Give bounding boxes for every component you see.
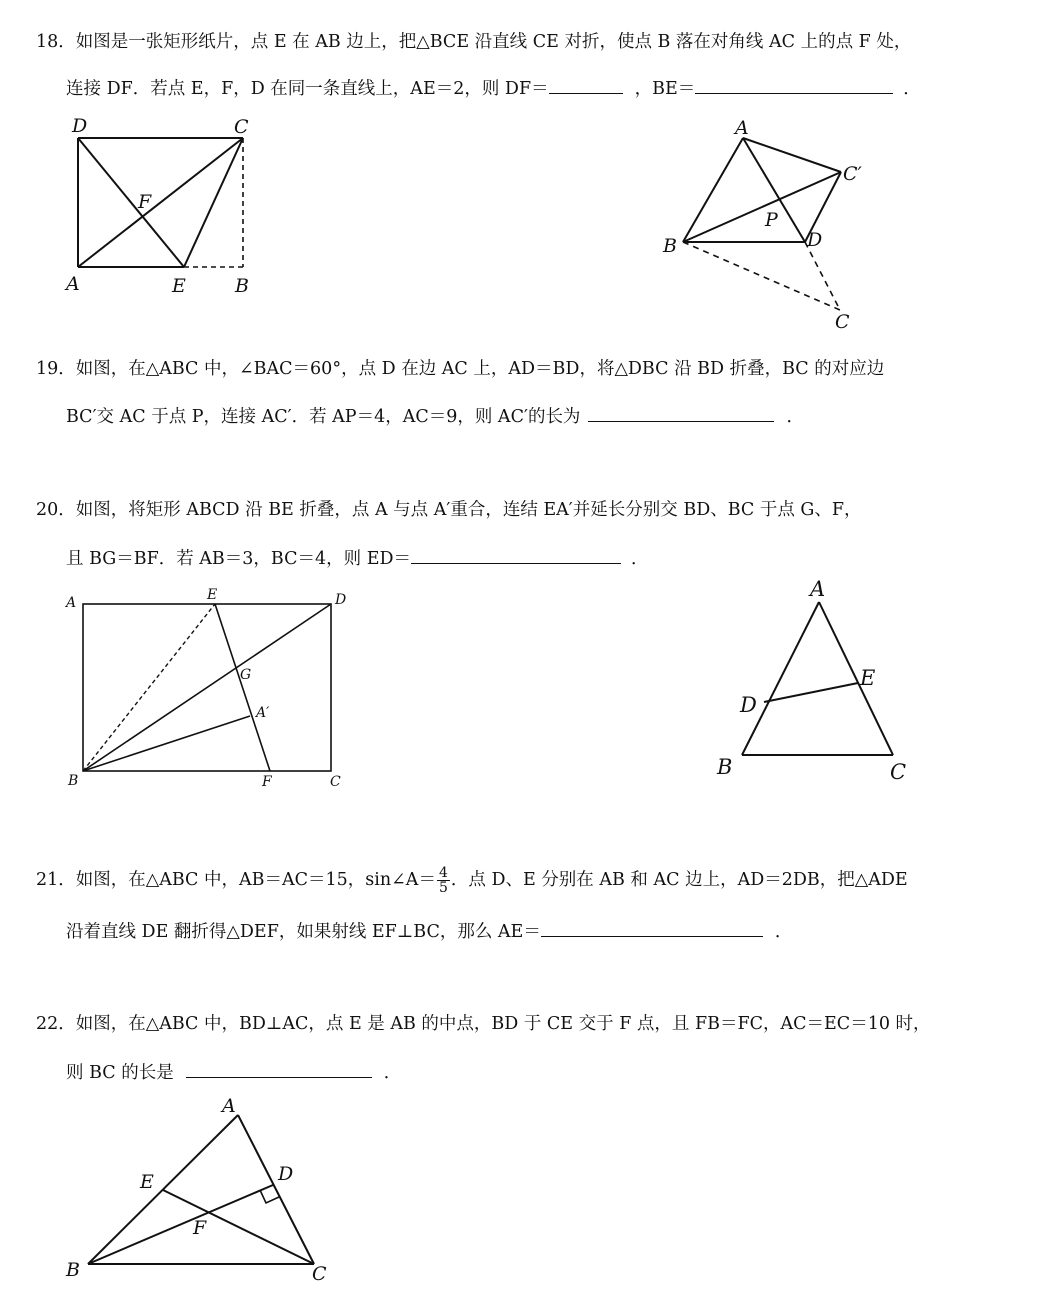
q20-line1: 20．如图，将矩形 ABCD 沿 BE 折叠，点 A 与点 A′重合，连结 EA′并延长分别交 BD、BC 于点 G、F，	[36, 500, 862, 520]
q20-line2	[66, 546, 649, 571]
q19-line1: 19．如图，在△ABC 中，∠BAC＝60°，点 D 在边 AC 上，AD＝BD，将△DBC 沿 BD 折叠，BC 的对应边	[36, 359, 885, 379]
q22-label-d: D	[278, 1163, 294, 1185]
q21-label-a: A	[810, 577, 826, 601]
q19-label-d: D	[807, 229, 823, 251]
q19-label-c: C	[835, 311, 850, 333]
q18-label-d: D	[72, 115, 88, 137]
q21-figure	[710, 575, 920, 790]
q22-label-b: B	[66, 1259, 80, 1281]
q21-segment-ac	[819, 602, 893, 755]
q20-segment-ba1	[83, 716, 250, 771]
q20-segment-ef	[215, 604, 270, 771]
q20-label-b: B	[68, 773, 79, 789]
q20-label-g: G	[240, 667, 252, 683]
q22-segment-ab	[88, 1115, 238, 1264]
q21-line1-text-b: ．点 D、E 分别在 AB 和 AC 边上，AD＝2DB，把△ADE	[450, 870, 908, 890]
q18-segment-ec	[184, 138, 243, 267]
q22-label-f: F	[193, 1217, 207, 1239]
q19-dashed-bc	[683, 242, 840, 310]
q18-line1: 18．如图是一张矩形纸片，点 E 在 AB 边上，把△BCE 沿直线 CE 对折，使点 B 落在对角线 AC 上的点 F 处，	[36, 32, 912, 52]
q22-line2	[66, 1060, 401, 1085]
q19-line2-end: ．	[786, 407, 804, 427]
q19-line2	[66, 404, 804, 429]
q18-label-a: A	[66, 273, 80, 295]
q18-line2-end: ．	[903, 79, 921, 99]
q19-label-c1: C′	[843, 163, 862, 185]
q18-line2-text-b: ，BE＝	[634, 79, 696, 99]
q21-segment-de	[764, 683, 858, 702]
q20-label-e: E	[207, 587, 218, 603]
q22-answer-blank[interactable]	[186, 1060, 372, 1078]
q19-label-b: B	[663, 235, 677, 257]
q20-diagonal-bd	[83, 604, 331, 771]
q18-label-b: B	[235, 275, 249, 297]
q21-line1	[36, 866, 908, 895]
q19-segment-ab	[683, 138, 743, 242]
q22-label-e: E	[140, 1171, 154, 1193]
q19-dashed-dc	[805, 242, 840, 310]
q18-line2	[66, 76, 921, 101]
q20-figure	[60, 585, 360, 795]
q19-answer-blank[interactable]	[588, 404, 774, 422]
q18-answer-blank-be[interactable]	[695, 76, 893, 94]
q20-label-d: D	[335, 592, 347, 608]
q18-label-c: C	[234, 116, 249, 138]
q20-label-f: F	[262, 774, 272, 790]
q18-answer-blank-df[interactable]	[549, 76, 623, 94]
q18-segment-ac	[78, 138, 243, 267]
q20-label-c: C	[330, 774, 341, 790]
q21-line2	[66, 919, 792, 944]
q22-segment-bd	[88, 1185, 273, 1264]
q21-fraction-numerator: 4	[438, 865, 448, 881]
q21-label-b: B	[717, 755, 733, 779]
q22-label-a: A	[222, 1095, 236, 1117]
q21-fraction-denominator: 5	[438, 880, 448, 896]
q18-label-e: E	[172, 275, 186, 297]
q20-answer-blank[interactable]	[411, 546, 621, 564]
q20-label-a: A	[66, 595, 77, 611]
q18-line2-text-a: 连接 DF．若点 E，F，D 在同一条直线上，AE＝2，则 DF＝	[66, 79, 549, 99]
q19-figure	[655, 112, 875, 337]
q21-answer-blank[interactable]	[541, 919, 763, 937]
q20-label-a1: A′	[256, 705, 270, 721]
q22-line1: 22．如图，在△ABC 中，BD⊥AC，点 E 是 AB 的中点，BD 于 CE 交于 F 点，且 FB＝FC，AC＝EC＝10 时，	[36, 1014, 931, 1034]
q21-segment-ab	[742, 602, 819, 755]
q21-line2-text: 沿着直线 DE 翻折得△DEF，如果射线 EF⊥BC，那么 AE＝	[66, 922, 541, 942]
q21-line1-text-a: 21．如图，在△ABC 中，AB＝AC＝15，sin∠A＝	[36, 870, 436, 890]
q21-label-e: E	[860, 666, 876, 690]
q22-segment-ec	[163, 1190, 314, 1264]
q18-figure	[60, 110, 290, 300]
q18-label-f: F	[138, 191, 152, 213]
q19-label-a: A	[735, 117, 749, 139]
q21-line2-end: ．	[774, 922, 793, 942]
q21-label-d: D	[740, 693, 757, 717]
q22-figure	[60, 1092, 350, 1292]
q22-line2-end: ．	[383, 1063, 402, 1083]
q22-label-c: C	[312, 1263, 327, 1285]
q20-line2-end: ．	[631, 549, 649, 569]
q19-segment-ac1	[743, 138, 841, 172]
q21-label-c: C	[890, 760, 907, 784]
q20-dashed-be	[83, 604, 215, 771]
q20-line2-text: 且 BG＝BF．若 AB＝3，BC＝4，则 ED＝	[66, 549, 412, 569]
q21-fraction	[437, 866, 450, 895]
q22-segment-ac	[238, 1115, 314, 1264]
q19-line2-text: BC′交 AC 于点 P，连接 AC′．若 AP＝4，AC＝9，则 AC′的长为	[66, 407, 581, 427]
q19-label-p: P	[765, 209, 778, 231]
q18-segment-de	[78, 138, 184, 267]
q22-line2-text: 则 BC 的长是	[66, 1063, 174, 1083]
